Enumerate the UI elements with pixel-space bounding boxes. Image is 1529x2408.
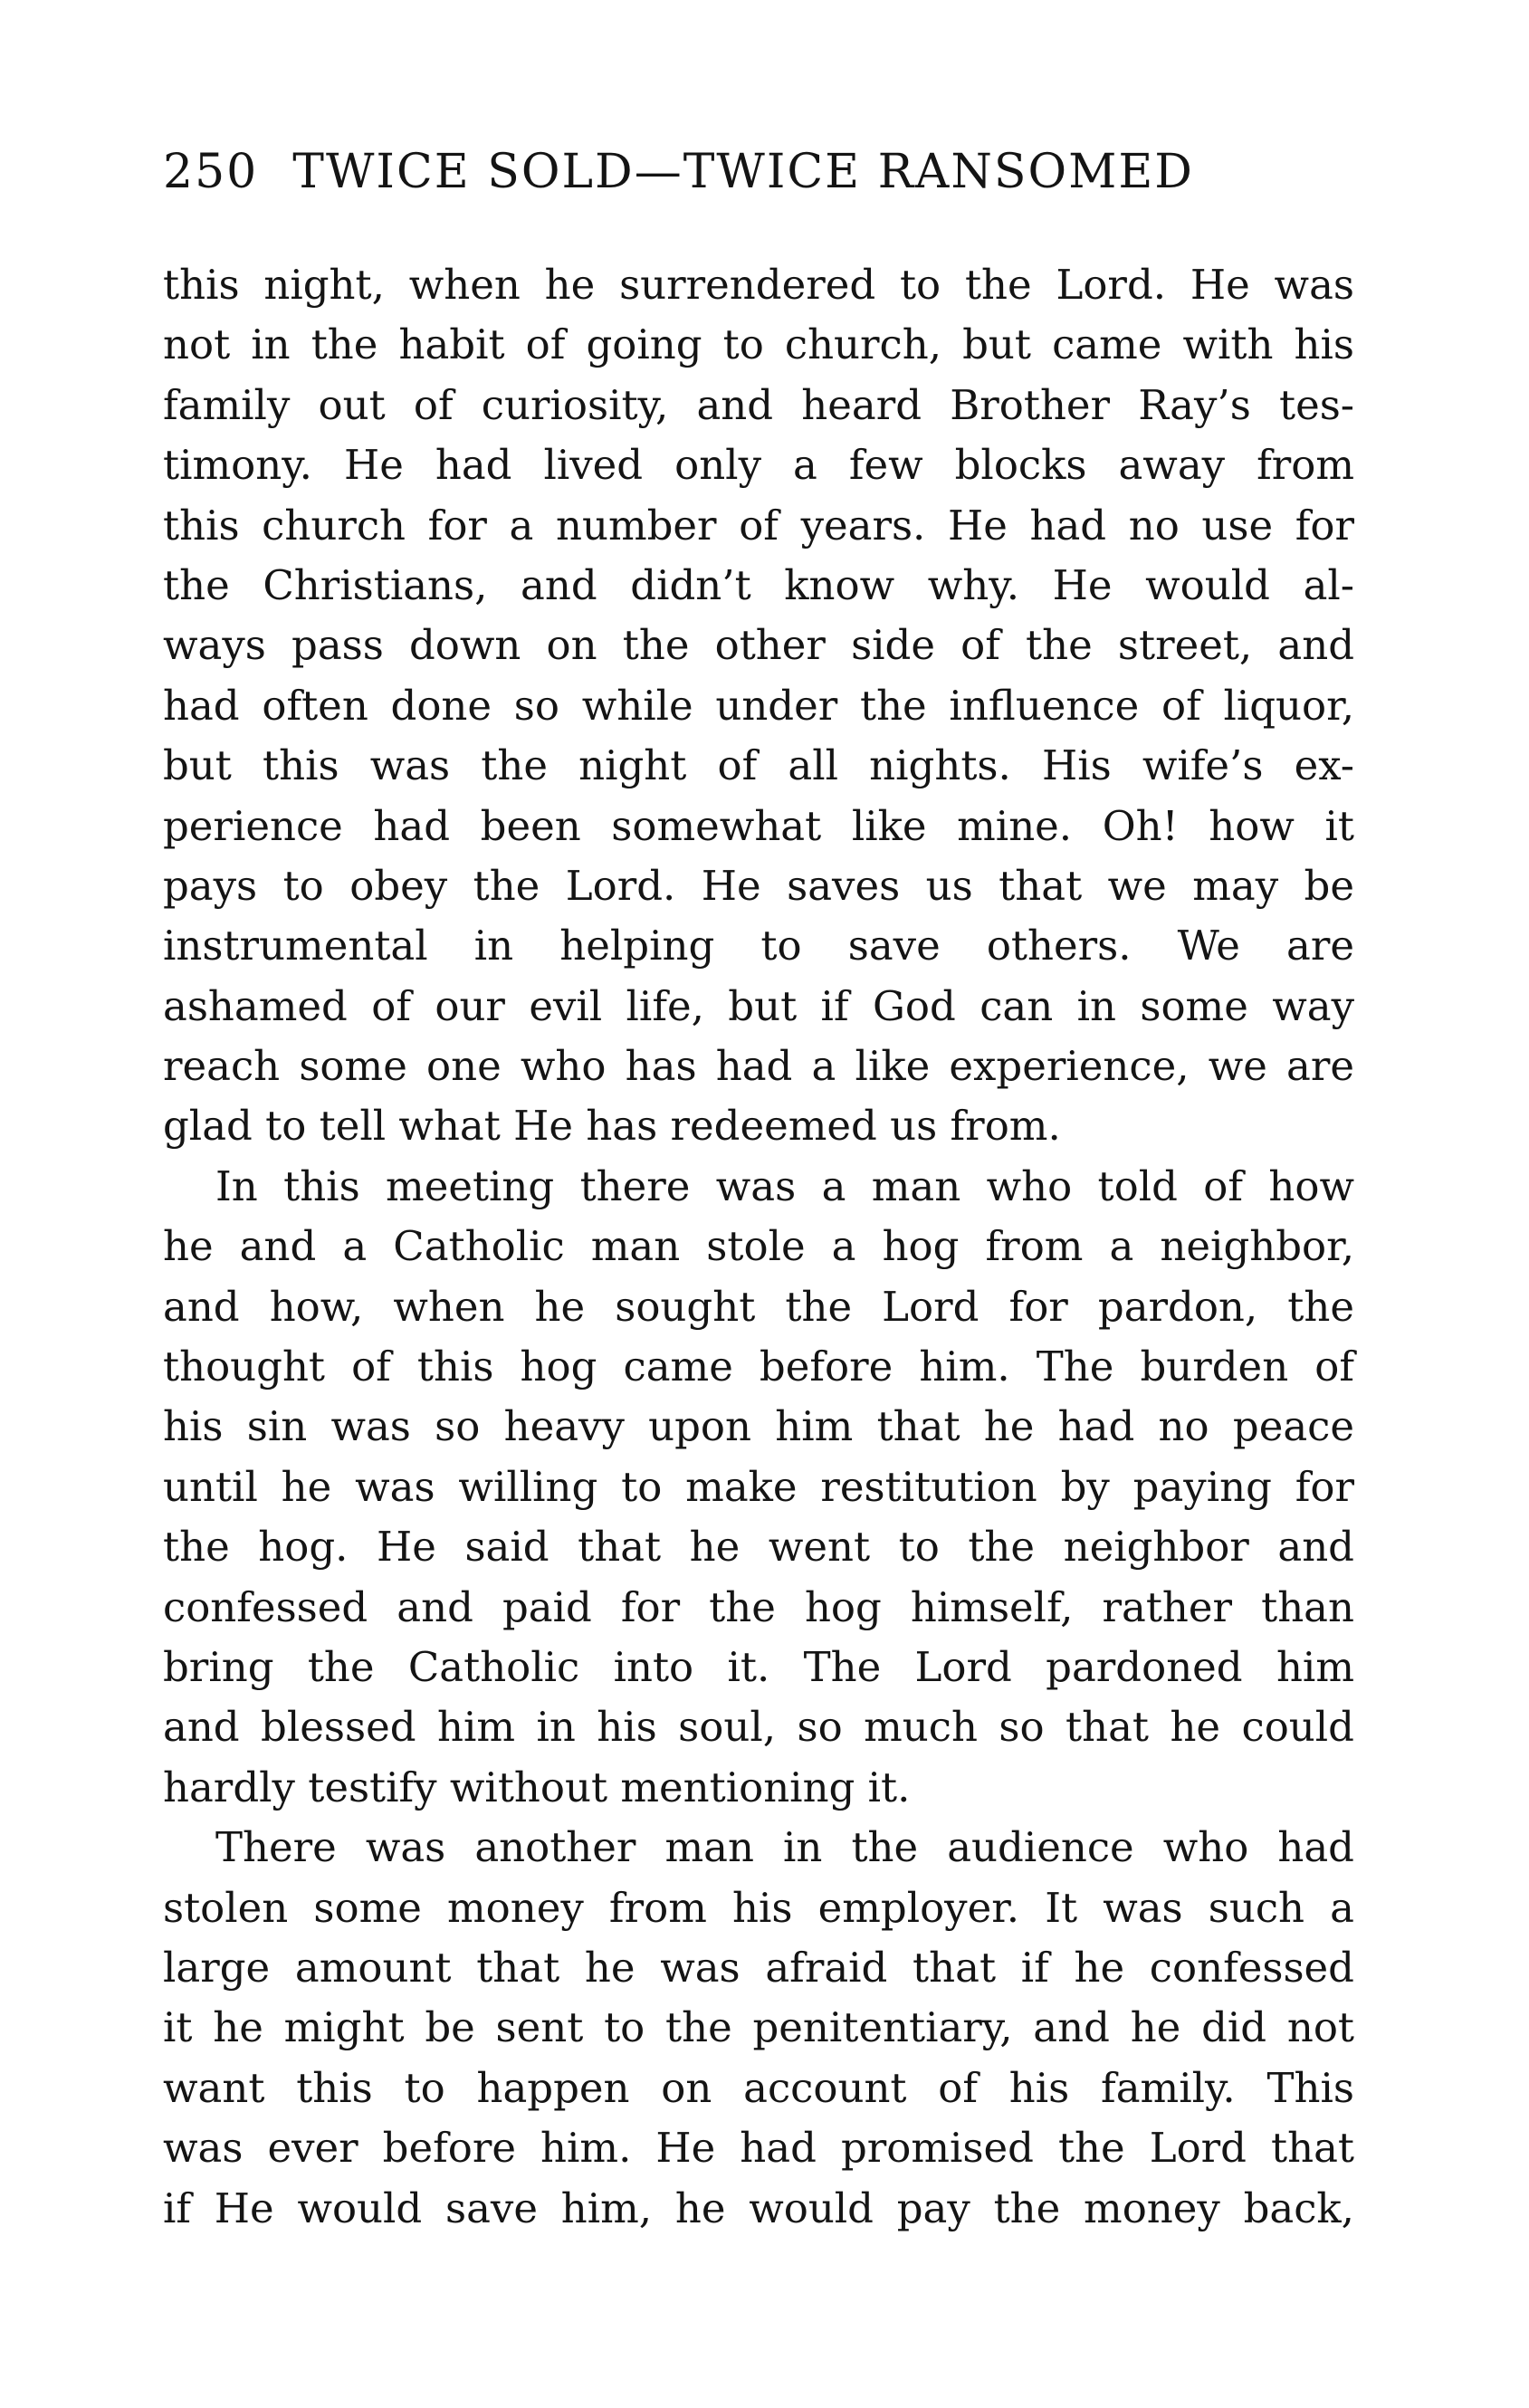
text-line: it he might be sent to the penitentiary, and he did not bbox=[163, 2003, 1354, 2052]
text-line: had often done so while under the influence of liquor, bbox=[163, 681, 1354, 730]
text-line: ways pass down on the other side of the street, and bbox=[163, 621, 1354, 670]
text-line: instrumental in helping to save others. We are bbox=[163, 922, 1354, 970]
text-line: was ever before him. He had promised the Lord that bbox=[163, 2124, 1354, 2173]
paragraph-last-line: glad to tell what He has redeemed us from. bbox=[163, 1102, 1061, 1151]
text-line: thought of this hog came before him. The burden of bbox=[163, 1343, 1354, 1391]
text-line: his sin was so heavy upon him that he had no peace bbox=[163, 1402, 1354, 1451]
text-line: but this was the night of all nights. His wife’s ex- bbox=[163, 741, 1354, 790]
paragraph-last-line: hardly testify without mentioning it. bbox=[163, 1763, 911, 1811]
text-line: this church for a number of years. He had no use for bbox=[163, 501, 1354, 549]
text-line: bring the Catholic into it. The Lord pardoned him bbox=[163, 1642, 1354, 1691]
text-line: and how, when he sought the Lord for pardon, the bbox=[163, 1282, 1354, 1331]
text-line: want this to happen on account of his family. This bbox=[163, 2063, 1354, 2112]
text-line: if He would save him, he would pay the money back, bbox=[163, 2183, 1354, 2232]
text-line: family out of curiosity, and heard Brother Ray’s tes- bbox=[163, 380, 1354, 429]
text-line: reach some one who has had a like experience, we are bbox=[163, 1042, 1354, 1091]
text-line: large amount that he was afraid that if he confessed bbox=[163, 1943, 1354, 1992]
paragraph-first-line: In this meeting there was a man who told of how bbox=[215, 1161, 1354, 1210]
text-line: confessed and paid for the hog himself, rather than bbox=[163, 1582, 1354, 1631]
text-line: the Christians, and didn’t know why. He would al- bbox=[163, 560, 1354, 609]
text-line: pays to obey the Lord. He saves us that we may be bbox=[163, 861, 1354, 910]
body-text bbox=[163, 255, 1354, 2239]
text-line: this night, when he surrendered to the Lord. He was bbox=[163, 261, 1354, 309]
page-header bbox=[163, 136, 1367, 208]
paragraph-first-line: There was another man in the audience who had bbox=[215, 1823, 1354, 1872]
running-title: TWICE SOLD—TWICE RANSOMED bbox=[292, 145, 1194, 199]
text-line: ashamed of our evil life, but if God can in some way bbox=[163, 981, 1354, 1030]
text-line: he and a Catholic man stole a hog from a neighbor, bbox=[163, 1222, 1354, 1271]
text-line: stolen some money from his employer. It was such a bbox=[163, 1883, 1354, 1932]
text-line: not in the habit of going to church, but came with his bbox=[163, 320, 1354, 369]
page-number: 250 bbox=[163, 145, 259, 199]
text-line: the hog. He said that he went to the neighbor and bbox=[163, 1523, 1354, 1572]
text-line: and blessed him in his soul, so much so that he could bbox=[163, 1703, 1354, 1752]
text-line: timony. He had lived only a few blocks away from bbox=[163, 441, 1354, 490]
text-line: until he was willing to make restitution by paying for bbox=[163, 1462, 1354, 1511]
text-line: perience had been somewhat like mine. Oh! how it bbox=[163, 801, 1354, 850]
